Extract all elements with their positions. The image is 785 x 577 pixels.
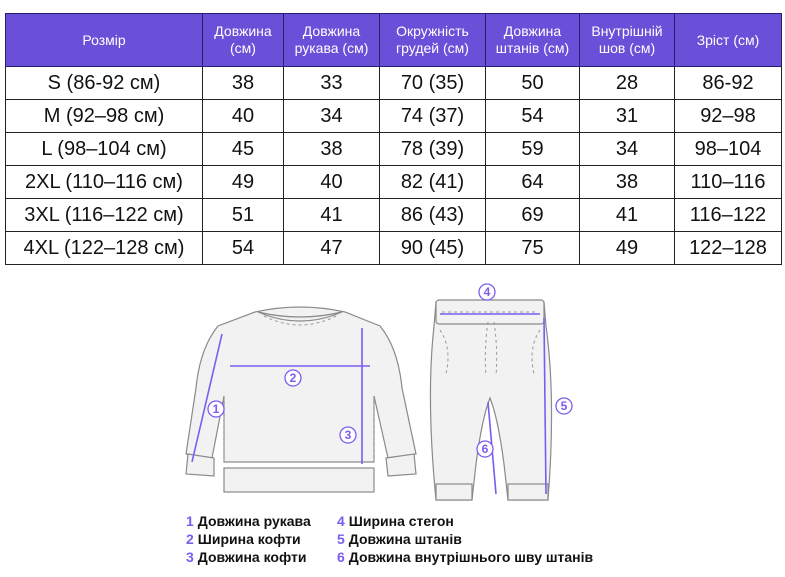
cell-pants: 64: [486, 166, 580, 199]
cell-height: 86-92: [675, 67, 782, 100]
cell-length: 49: [203, 166, 284, 199]
marker-5: [556, 398, 572, 414]
legend-item: [186, 548, 311, 566]
marker-4: [479, 284, 495, 300]
cell-chest: 78 (39): [380, 133, 486, 166]
svg-text:6: 6: [481, 442, 489, 456]
cell-size: S (86-92 см): [6, 67, 203, 100]
marker-3: [340, 427, 356, 443]
legend-num: 2: [186, 531, 194, 547]
legend-item: [186, 512, 311, 530]
legend-num: 3: [186, 549, 194, 565]
cell-chest: 90 (45): [380, 232, 486, 265]
cell-sleeve: 47: [284, 232, 380, 265]
header-size: Розмір: [6, 14, 203, 67]
cell-size: 3XL (116–122 см): [6, 199, 203, 232]
cell-height: 98–104: [675, 133, 782, 166]
cell-sleeve: 38: [284, 133, 380, 166]
cell-height: 122–128: [675, 232, 782, 265]
legend-label: Довжина кофти: [197, 549, 307, 565]
header-inseam: Внутрішній шов (см): [580, 14, 675, 67]
legend-item: [337, 512, 593, 530]
table-header-row: [6, 14, 782, 67]
cell-inseam: 38: [580, 166, 675, 199]
cell-sleeve: 41: [284, 199, 380, 232]
legend-right: [337, 512, 593, 566]
cell-size: M (92–98 см): [6, 100, 203, 133]
cell-pants: 69: [486, 199, 580, 232]
cell-sleeve: 40: [284, 166, 380, 199]
cell-pants: 59: [486, 133, 580, 166]
cell-length: 51: [203, 199, 284, 232]
cell-sleeve: 34: [284, 100, 380, 133]
svg-text:1: 1: [212, 402, 220, 416]
table-row: [6, 100, 782, 133]
cell-chest: 86 (43): [380, 199, 486, 232]
cell-length: 54: [203, 232, 284, 265]
pants-drawing: [430, 300, 551, 500]
legend-label: Довжина штанів: [348, 531, 462, 547]
cell-chest: 74 (37): [380, 100, 486, 133]
svg-text:3: 3: [344, 428, 352, 442]
cell-pants: 54: [486, 100, 580, 133]
legend-num: 5: [337, 531, 345, 547]
cell-height: 110–116: [675, 166, 782, 199]
measurement-diagram: [0, 278, 785, 518]
sweatshirt-drawing: [186, 307, 416, 492]
header-pants-length: Довжина штанів (см): [486, 14, 580, 67]
cell-inseam: 34: [580, 133, 675, 166]
cell-length: 45: [203, 133, 284, 166]
cell-chest: 82 (41): [380, 166, 486, 199]
legend-num: 6: [337, 549, 345, 565]
legend-label: Довжина рукава: [197, 513, 311, 529]
legend-label: Довжина внутрішнього шву штанів: [348, 549, 594, 565]
legend-item: [337, 548, 593, 566]
legend-num: 1: [186, 513, 194, 529]
svg-text:4: 4: [483, 285, 491, 299]
header-length: Довжина (см): [203, 14, 284, 67]
marker-6: [477, 441, 493, 457]
svg-text:2: 2: [289, 371, 297, 385]
legend-num: 4: [337, 513, 345, 529]
cell-size: 4XL (122–128 см): [6, 232, 203, 265]
legend-item: [337, 530, 593, 548]
table-row: [6, 199, 782, 232]
table-row: [6, 232, 782, 265]
header-sleeve-length: Довжина рукава (см): [284, 14, 380, 67]
cell-length: 40: [203, 100, 284, 133]
cell-inseam: 31: [580, 100, 675, 133]
legend-label: Ширина стегон: [348, 513, 454, 529]
table-row: [6, 166, 782, 199]
size-table: [5, 13, 782, 265]
cell-pants: 75: [486, 232, 580, 265]
cell-inseam: 49: [580, 232, 675, 265]
cell-height: 92–98: [675, 100, 782, 133]
header-chest: Окружність грудей (см): [380, 14, 486, 67]
legend-label: Ширина кофти: [197, 531, 301, 547]
table-row: [6, 133, 782, 166]
cell-length: 38: [203, 67, 284, 100]
cell-height: 116–122: [675, 199, 782, 232]
cell-size: 2XL (110–116 см): [6, 166, 203, 199]
table-row: [6, 67, 782, 100]
svg-text:5: 5: [560, 399, 568, 413]
marker-2: [285, 370, 301, 386]
cell-pants: 50: [486, 67, 580, 100]
header-height: Зріст (см): [675, 14, 782, 67]
cell-inseam: 28: [580, 67, 675, 100]
legend-left: [186, 512, 311, 566]
marker-1: [208, 401, 224, 417]
legend-item: [186, 530, 311, 548]
cell-size: L (98–104 см): [6, 133, 203, 166]
cell-sleeve: 33: [284, 67, 380, 100]
cell-chest: 70 (35): [380, 67, 486, 100]
cell-inseam: 41: [580, 199, 675, 232]
